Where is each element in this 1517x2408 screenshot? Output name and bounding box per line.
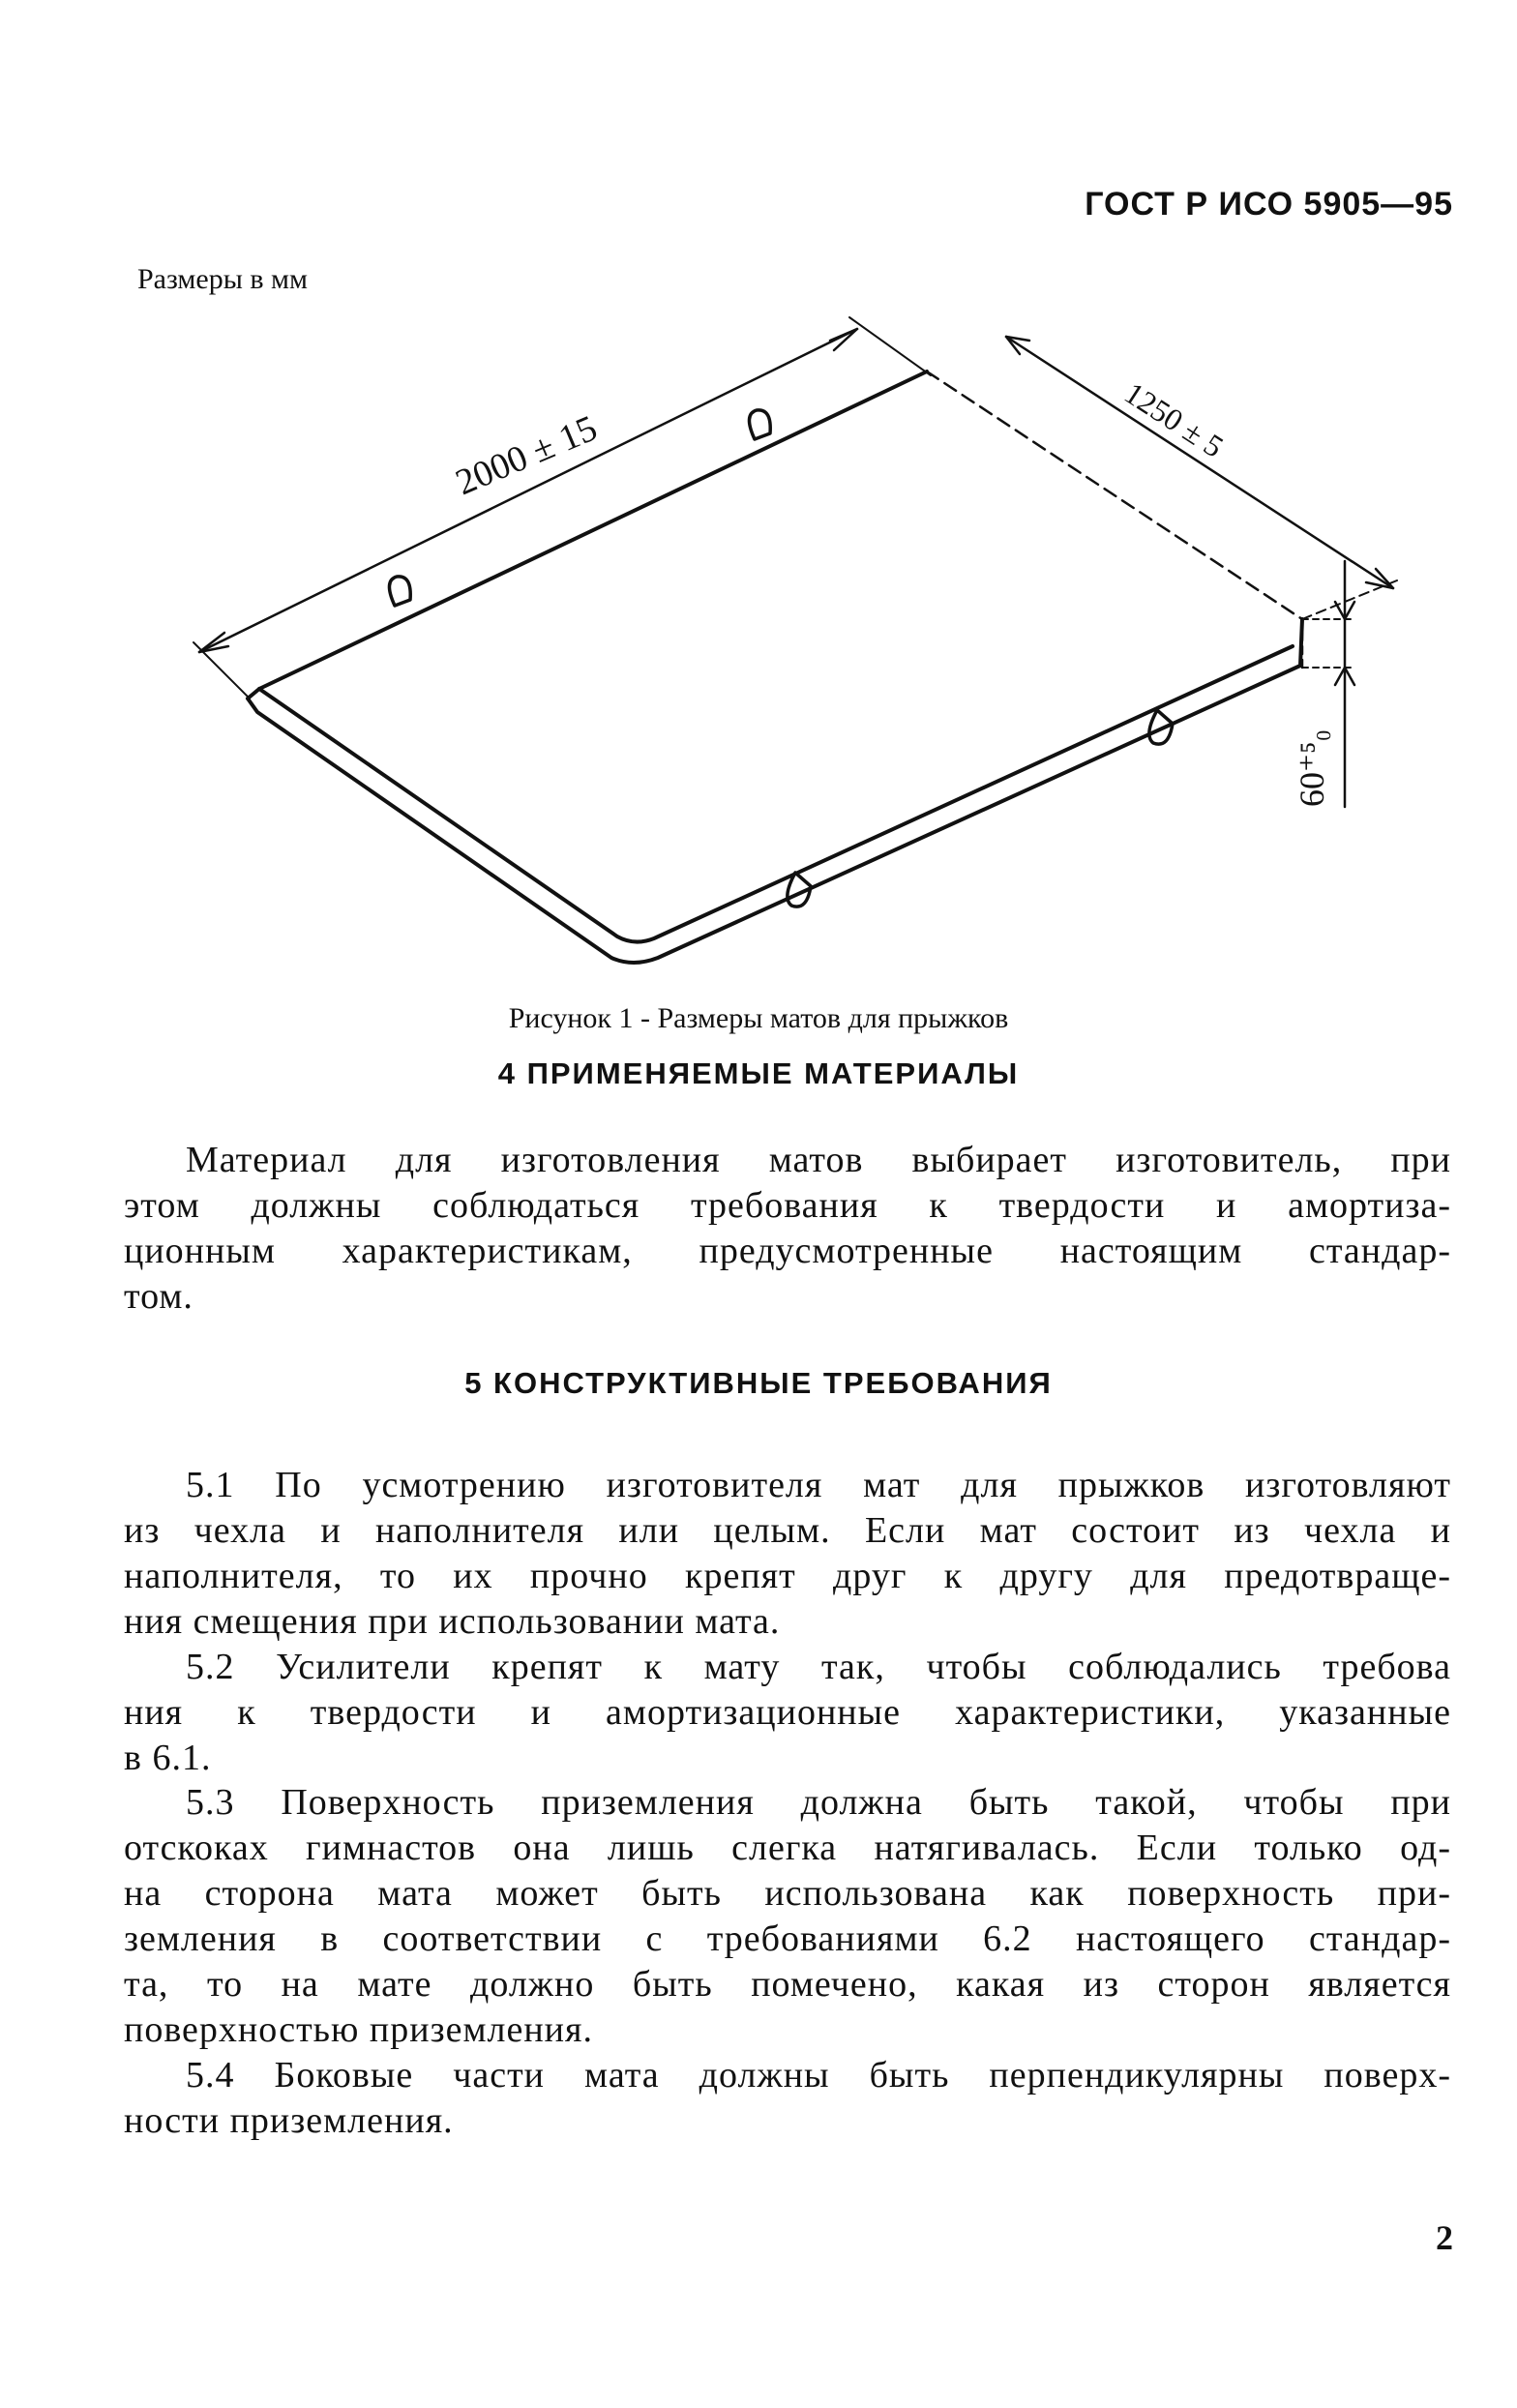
paragraph-line: 5.4 Боковые части мата должны быть перпендикулярны поверх- [186,2055,1451,2096]
length-dim-arrow-left [199,633,228,652]
mat-dimensions-figure [0,0,1517,1045]
clause-5-4 [124,2053,1451,2144]
length-dim-extension-right [849,317,931,375]
length-label: 2000 ± 15 [450,407,604,504]
paragraph-line: та, то на мате должно быть помечено, какая из сторон является [124,1964,1451,2005]
width-dim-extension [1302,580,1397,619]
clause-5-1 [124,1463,1451,1645]
dimensions-note: Размеры в мм [137,263,309,295]
length-dim-arrow-right [830,329,857,350]
paragraph-line: ния смещения при использовании мата. [124,1601,781,1642]
paragraph-line: ционным характеристикам, предусмотренные настоящим стандар- [124,1231,1451,1271]
paragraph-line: этом должны соблюдаться требования к твердости и амортиза- [124,1185,1451,1226]
handle-back-left [389,577,410,606]
paragraph-line: Материал для изготовления матов выбирает изготовитель, при [186,1140,1451,1180]
paragraph-line: на сторона мата может быть использована как поверхность при- [124,1873,1451,1914]
document-header: ГОСТ Р ИСО 5905—95 [1085,186,1453,223]
paragraph-line: отскоках гимнастов она лишь слегка натягивалась. Если только од- [124,1828,1451,1868]
paragraph-line: в 6.1. [124,1738,212,1778]
length-dim-line [199,329,857,652]
figure-caption: Рисунок 1 - Размеры матов для прыжков [508,1002,1009,1034]
paragraph-line: ния к твердости и амортизационные характеристики, указанные [124,1692,1451,1733]
paragraph-line: 5.3 Поверхность приземления должна быть такой, чтобы при [186,1782,1451,1823]
paragraph-line: 5.2 Усилители крепят к мату так, чтобы соблюдались требова [186,1647,1451,1687]
page-number: 2 [1436,2218,1453,2257]
paragraph-line: наполнителя, то их прочно крепят друг к другу для предотвраще- [124,1556,1451,1596]
paragraph-line: поверхностью приземления. [124,2009,593,2050]
section-4-heading: 4 ПРИМЕНЯЕМЫЕ МАТЕРИАЛЫ [497,1056,1020,1090]
paragraph-line: из чехла и наполнителя или целым. Если мат состоит из чехла и [124,1510,1451,1551]
paragraph-line: 5.1 По усмотрению изготовителя мат для прыжков изготовляют [186,1465,1451,1505]
handle-back-center [749,410,770,439]
paragraph-line: земления в соответствии с требованиями 6.2 настоящего стандар- [124,1918,1451,1959]
paragraph-line: том. [124,1276,193,1317]
clause-5-3 [124,1780,1451,2053]
paragraph-line: ности приземления. [124,2100,454,2141]
section-5-heading: 5 КОНСТРУКТИВНЫЕ ТРЕБОВАНИЯ [464,1366,1053,1400]
height-label: 60⁺⁵₀ [1293,728,1331,807]
section-4-paragraph [124,1138,1451,1320]
mat-top-front-edge [259,646,1293,942]
width-label: 1250 ± 5 [1118,374,1231,464]
mat-top-right-edge [927,372,1302,619]
clause-5-2 [124,1645,1451,1781]
mat-top-back-edge [259,372,927,689]
